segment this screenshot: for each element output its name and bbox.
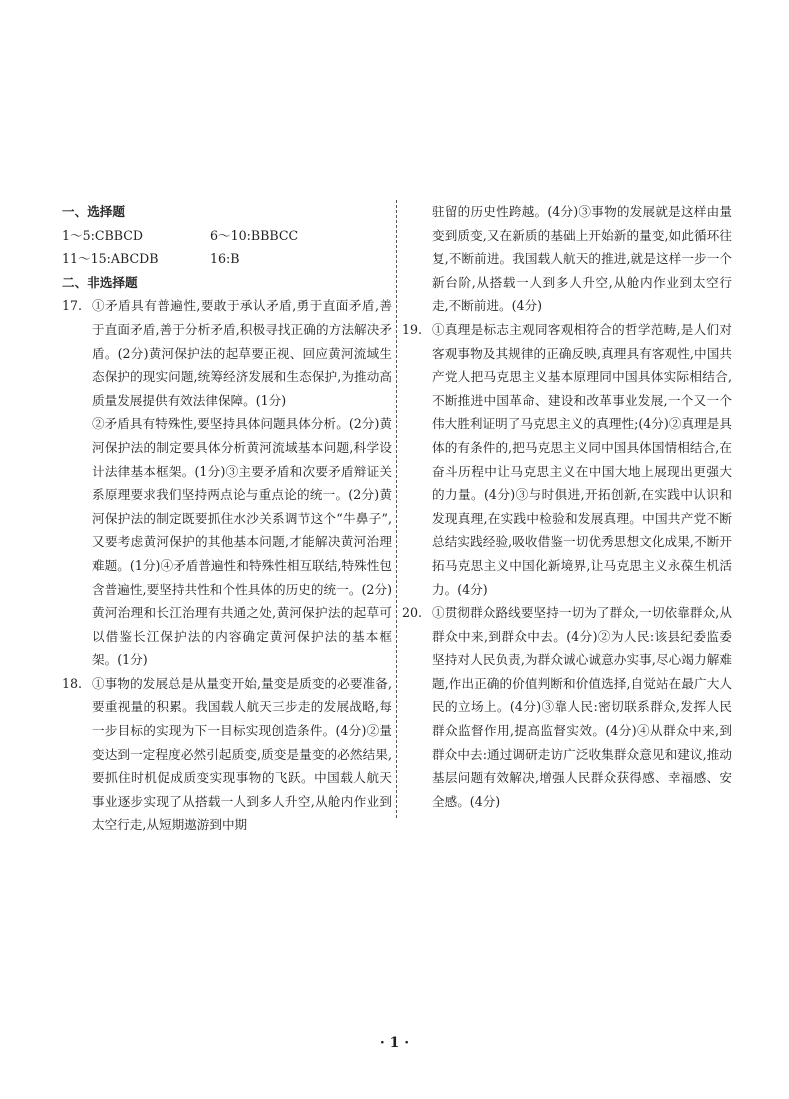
answer-paragraph: ①事物的发展总是从量变开始,量变是质变的必要准备,要重视量的积累。我国载人航天三步走的发展战略,每一步目标的实现为下一目标实现创造条件。(4分)②量变达到一定程度必然引起质变,质变是量变的必然结果,要抓住时机促成质变实现事物的飞跃。中国载人航天事业逐步实现了从搭载一人到多人升空,从舱内作业到太空行走,从短期遨游到中期 <box>92 675 392 833</box>
question-18-continued <box>402 200 732 318</box>
page-number: · 1 · <box>379 1035 410 1051</box>
question-number: 17. <box>62 298 83 314</box>
right-column <box>402 200 732 813</box>
answer-row-1 <box>62 224 392 248</box>
question-number: 20. <box>402 605 423 621</box>
answer-paragraph: ①贯彻群众路线要坚持一切为了群众,一切依靠群众,从群众中来,到群众中去。(4分)②为人民:该县纪委监委坚持对人民负责,为群众诚心诚意办实事,尽心竭力解难题,作出正确的价值判断和价值选择,自觉站在最广大人民的立场上。(4分)③靠人民:密切联系群众,发挥人民群众监督作用,提高监督实效。(4分)④从群众中来,到群众中去:通过调研走访广泛收集群众意见和建议,推动基层问题有效解决,增强人民群众获得感、幸福感、安全感。(4分) <box>432 605 732 809</box>
section-heading-nonchoice: 二、非选择题 <box>62 274 138 290</box>
question-18 <box>62 672 392 837</box>
answer-paragraph: ①真理是标志主观同客观相符合的哲学范畴,是人们对客观事物及其规律的正确反映,真理具有客观性,中国共产党人把马克思主义基本原理同中国具体实际相结合,不断推进中国革命、建设和改革事业发展,一个又一个伟大胜利证明了马克思主义的真理性;(4分)②真理是具体的有条件的,把马克思主义同中国具体国情相结合,在奋斗历程中让马克思主义在中国大地上展现出更强大的力量。(4分)③与时俱进,开拓创新,在实践中认识和发现真理,在实践中检验和发展真理。中国共产党不断总结实践经验,吸收借鉴一切优秀思想文化成果,不断开拓马克思主义中国化新境界,让马克思主义永葆生机活力。(4分) <box>432 321 732 597</box>
answer-paragraph: ②矛盾具有特殊性,要坚持具体问题具体分析。(2分)黄河保护法的制定要具体分析黄河流域基本问题,科学设计法律基本框架。(1分)③主要矛盾和次要矛盾辩证关系原理要求我们坚持两点论与重点论的统一。(2分)黄河保护法的制定既要抓住水沙关系调节这个“牛鼻子”,又要考虑黄河保护的其他基本问题,才能解决黄河治理难题。(1分)④矛盾普遍性和特殊性相互联结,特殊性包含普遍性,要坚持共性和个性具体的历史的统一。(2分)黄河治理和长江治理有共通之处,黄河保护法的起草可以借鉴长江保护法的内容确定黄河保护法的基本框架。(1分) <box>92 416 392 668</box>
answer-group: 6～10:BBBCC <box>210 227 299 243</box>
section-heading-choice: 一、选择题 <box>62 204 125 219</box>
column-divider <box>396 200 397 818</box>
answer-group: 11～15:ABCDB <box>62 251 159 267</box>
question-number: 18. <box>62 675 83 691</box>
left-column <box>62 200 392 837</box>
answer-group: 1～5:CBBCD <box>62 227 143 243</box>
answer-row-2 <box>62 247 392 271</box>
question-number: 19. <box>402 321 423 337</box>
answer-group: 16:B <box>210 251 240 267</box>
question-20 <box>402 601 732 813</box>
question-17 <box>62 294 392 672</box>
answer-paragraph: ①矛盾具有普遍性,要敢于承认矛盾,勇于直面矛盾,善于直面矛盾,善于分析矛盾,积极寻找正确的方法解决矛盾。(2分)黄河保护法的起草要正视、回应黄河流域生态保护的现实问题,统筹经济发展和生态保护,为推动高质量发展提供有效法律保障。(1分) <box>92 298 392 408</box>
question-19 <box>402 318 732 601</box>
answer-paragraph: 驻留的历史性跨越。(4分)③事物的发展就是这样由量变到质变,又在新质的基础上开始新的量变,如此循环往复,不断前进。我国载人航天的推进,就是这样一步一个新台阶,从搭载一人到多人升空,从舱内作业到太空行走,不断前进。(4分) <box>432 204 732 314</box>
